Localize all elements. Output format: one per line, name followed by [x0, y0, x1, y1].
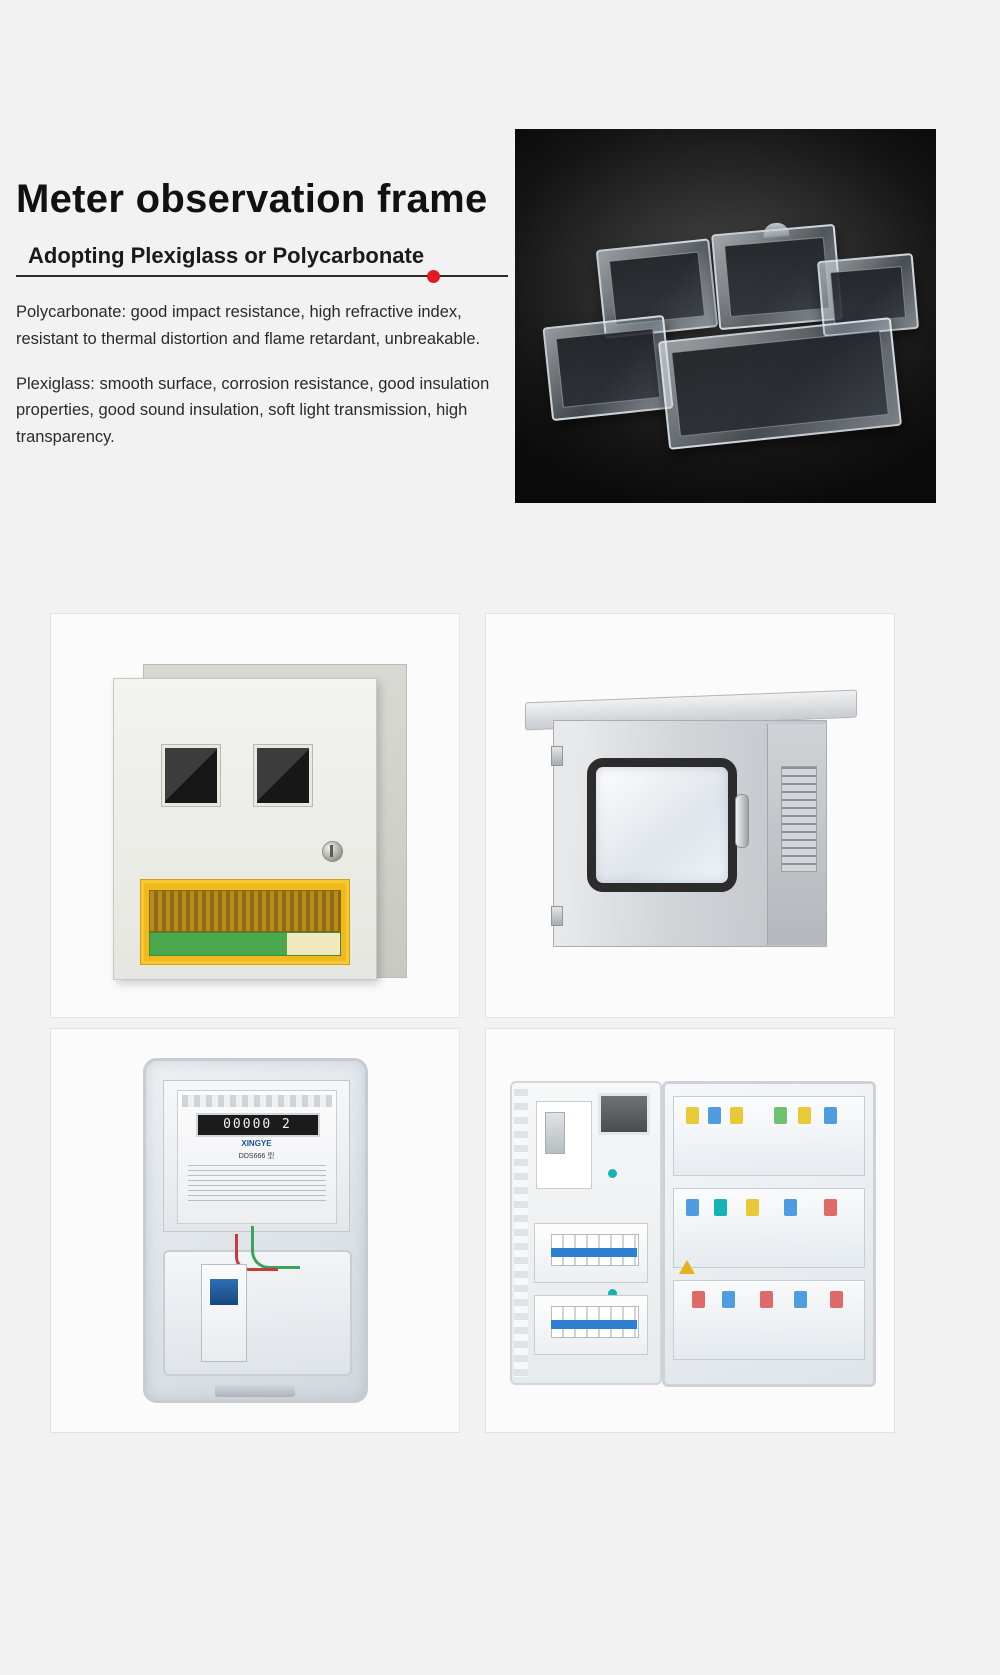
- gallery-item-transparent-meter-case[interactable]: [50, 1028, 460, 1433]
- terminal-blue: [686, 1199, 699, 1216]
- transparent-meter-case: [143, 1058, 368, 1403]
- gallery-item-outdoor-stainless-cabinet[interactable]: [485, 613, 895, 1018]
- case-base: [215, 1385, 295, 1397]
- distribution-box: [510, 1081, 870, 1381]
- breaker-slot: [149, 890, 341, 932]
- box-door: [113, 678, 377, 980]
- terminal-yellow: [686, 1107, 699, 1124]
- ventilation-louvers: [781, 766, 817, 872]
- terminal-blue: [784, 1199, 797, 1216]
- observation-window: [587, 758, 737, 892]
- terminal-red: [692, 1291, 705, 1308]
- paragraph-plexiglass: Plexiglass: smooth surface, corrosion resistance, good insulation properties, good sound insulation, soft light transmission, high transparency.: [16, 374, 490, 447]
- breaker-bank-1-blue-strip: [551, 1248, 637, 1257]
- terminal-red: [830, 1291, 843, 1308]
- terminal-shelf-1: [673, 1096, 865, 1176]
- meter-brand: XINGYE: [241, 1139, 272, 1148]
- meter-view-window: [598, 1093, 650, 1135]
- breaker-label-strip: [149, 932, 341, 956]
- terminal-teal: [714, 1199, 727, 1216]
- paragraph-polycarbonate: Polycarbonate: good impact resistance, high refractive index, resistant to thermal distortion and flame retardant, unbreakable.: [16, 303, 481, 348]
- hero-product-photo: [515, 129, 936, 503]
- terminal-shelf-3: [673, 1280, 865, 1360]
- terminal-red: [760, 1291, 773, 1308]
- outdoor-cabinet: [525, 666, 855, 966]
- side-ribs: [514, 1089, 528, 1377]
- warning-triangle-icon: [679, 1260, 695, 1274]
- miniature-circuit-breaker: [201, 1264, 247, 1362]
- white-meter-box: [105, 656, 405, 976]
- terminal-blue: [824, 1107, 837, 1124]
- transparent-door-with-terminals: [662, 1081, 876, 1387]
- distribution-box-left-body: [510, 1081, 662, 1385]
- indicator-dot-1: [608, 1169, 617, 1178]
- energy-meter: [177, 1090, 337, 1224]
- hero-subtitle-wrap: [28, 243, 424, 277]
- hero-text-block: [16, 178, 536, 469]
- hero-subtitle: Adopting Plexiglass or Polycarbonate: [28, 243, 425, 269]
- gallery-image-3: [51, 1029, 459, 1432]
- meter-window-right: [254, 745, 312, 806]
- terminal-yellow: [798, 1107, 811, 1124]
- terminal-blue: [794, 1291, 807, 1308]
- meter-model: DDS666 型: [238, 1153, 275, 1160]
- gallery-item-distribution-box-open[interactable]: [485, 1028, 895, 1433]
- main-breaker: [545, 1112, 565, 1154]
- meter-spec-text: [188, 1165, 326, 1205]
- breaker-row-2: [534, 1295, 648, 1355]
- door-handle: [735, 794, 749, 848]
- frame-knob: [762, 222, 789, 238]
- terminal-yellow: [746, 1199, 759, 1216]
- meter-digits: 00000 2: [196, 1113, 320, 1137]
- product-gallery: [50, 613, 935, 1433]
- gallery-image-1: [51, 614, 459, 1017]
- terminal-shelf-2: [673, 1188, 865, 1268]
- gallery-image-4: [486, 1029, 894, 1432]
- frame-part-5: [658, 317, 902, 450]
- breaker-window-yellow: [140, 879, 350, 965]
- accent-dot-icon: [427, 270, 440, 283]
- terminal-green: [774, 1107, 787, 1124]
- meter-terminal-bar: [182, 1095, 332, 1107]
- gallery-image-2: [486, 614, 894, 1017]
- terminal-blue: [708, 1107, 721, 1124]
- frame-part-4: [542, 315, 673, 421]
- breaker-row-1: [534, 1223, 648, 1283]
- terminal-red: [824, 1199, 837, 1216]
- terminal-blue: [722, 1291, 735, 1308]
- breaker-switch: [210, 1279, 238, 1305]
- page-title: Meter observation frame: [16, 177, 488, 221]
- door-lock-icon: [322, 841, 343, 862]
- main-breaker-panel: [536, 1101, 592, 1189]
- terminal-yellow: [730, 1107, 743, 1124]
- hero-section: [0, 0, 1000, 560]
- hinge-top: [551, 746, 563, 766]
- hinge-bottom: [551, 906, 563, 926]
- breaker-bank-2-blue-strip: [551, 1320, 637, 1329]
- gallery-item-recessed-white-meter-box[interactable]: [50, 613, 460, 1018]
- meter-window-left: [162, 745, 220, 806]
